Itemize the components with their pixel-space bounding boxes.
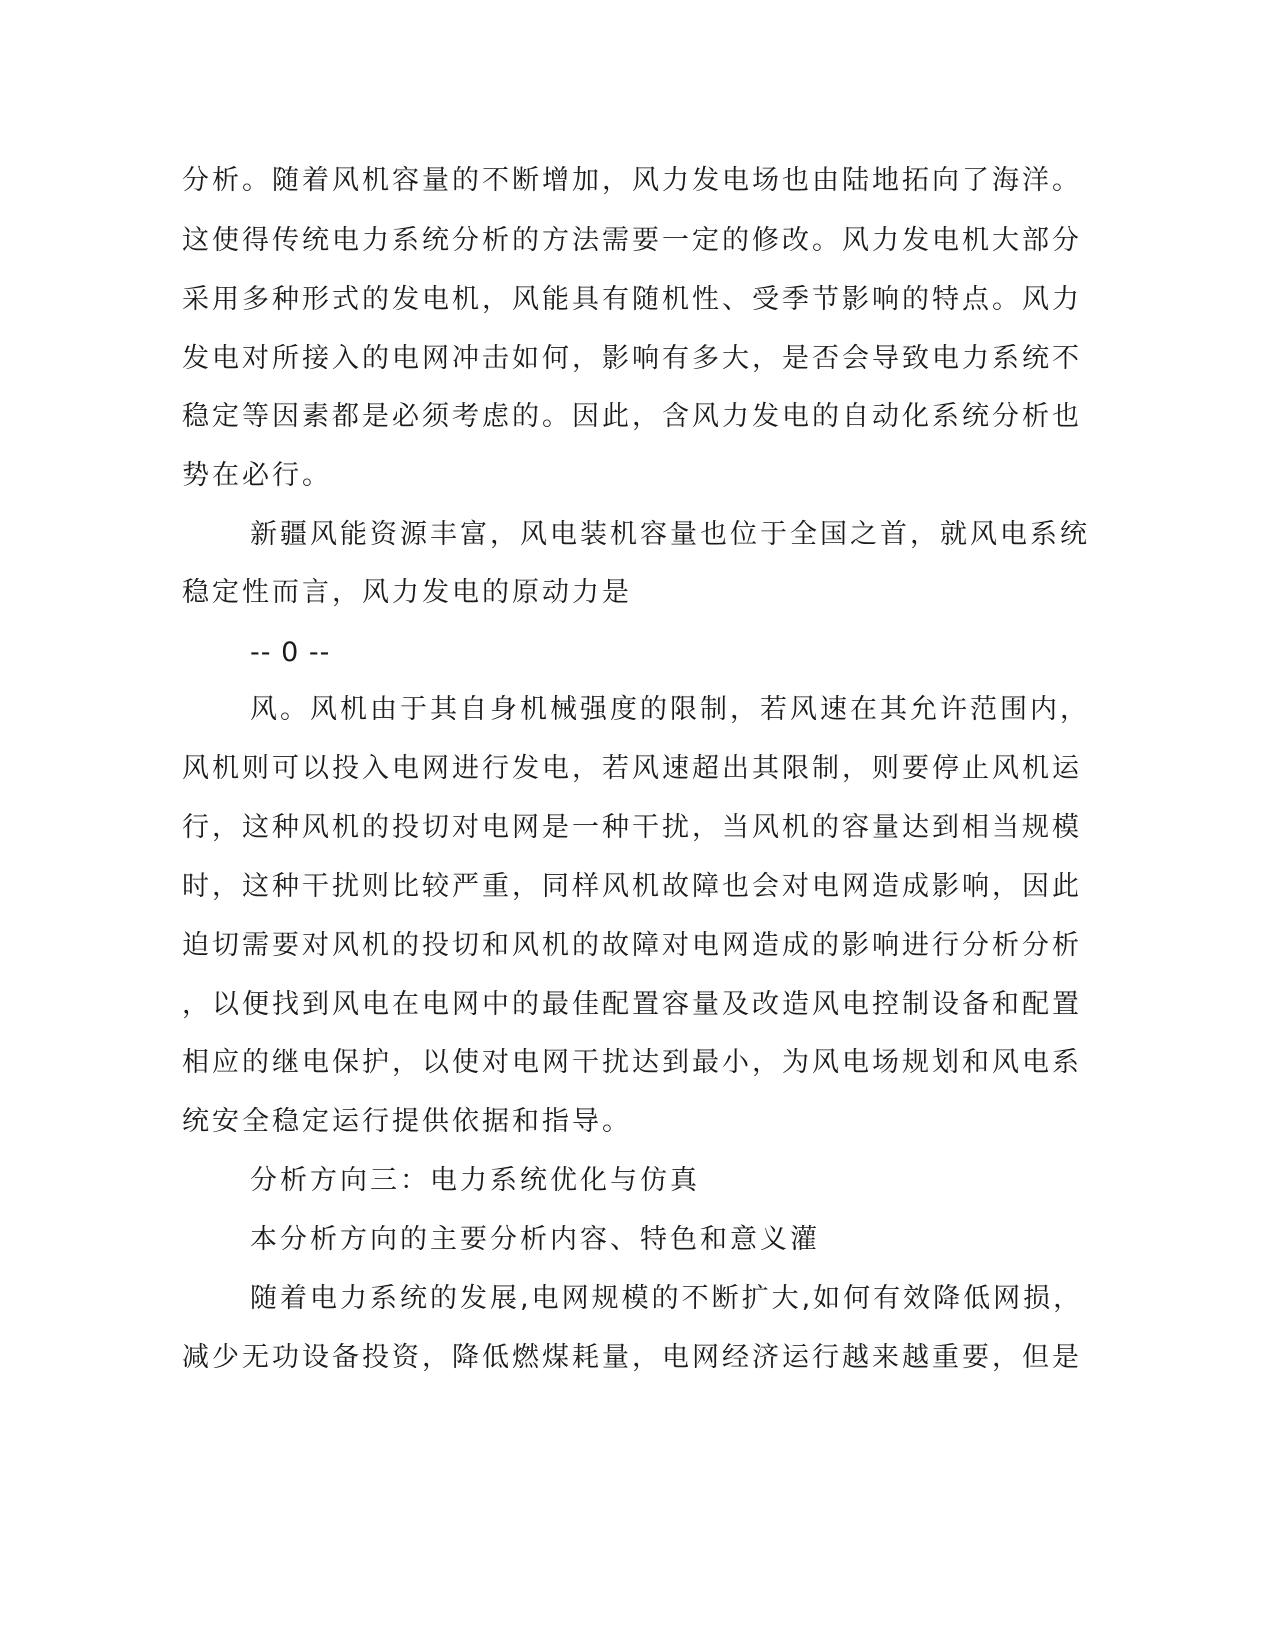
text-line: 稳定等因素都是必须考虑的。因此，含风力发电的自动化系统分析也 [182,401,1082,432]
text-line: 随着电力系统的发展,电网规模的不断扩大,如何有效降低网损， [250,1283,1084,1314]
text-line: 统安全稳定运行提供依据和指导。 [182,1106,632,1137]
text-line: 分析。随着风机容量的不断增加，风力发电场也由陆地拓向了海洋。 [182,165,1082,196]
text-line: 风机则可以投入电网进行发电，若风速超出其限制，则要停止风机运 [182,753,1082,784]
text-line: ，以便找到风电在电网中的最佳配置容量及改造风电控制设备和配置 [182,989,1082,1020]
text-line: 迫切需要对风机的投切和风机的故障对电网造成的影响进行分析分析 [182,930,1082,961]
text-line: 新疆风能资源丰富，风电装机容量也位于全国之首，就风电系统 [250,519,1090,550]
text-line: 发电对所接入的电网冲击如何，影响有多大，是否会导致电力系统不 [182,343,1082,374]
section-heading: 分析方向三：电力系统优化与仿真 [250,1165,700,1196]
text-line: 相应的继电保护，以使对电网干扰达到最小，为风电场规划和风电系 [182,1047,1082,1078]
text-line: 稳定性而言，风力发电的原动力是 [182,577,632,608]
text-line: 势在必行。 [182,460,332,491]
text-line: 这使得传统电力系统分析的方法需要一定的修改。风力发电机大部分 [182,225,1082,256]
page-number: -- 0 -- [250,637,331,668]
text-line: 行，这种风机的投切对电网是一种干扰，当风机的容量达到相当规模 [182,812,1082,843]
text-line: 采用多种形式的发电机，风能具有随机性、受季节影响的特点。风力 [182,284,1082,315]
text-line: 本分析方向的主要分析内容、特色和意义灌 [250,1224,820,1255]
text-line: 时，这种干扰则比较严重，同样风机故障也会对电网造成影响，因此 [182,871,1082,902]
text-line: 减少无功设备投资，降低燃煤耗量，电网经济运行越来越重要，但是 [182,1342,1082,1373]
text-line: 风。风机由于其自身机械强度的限制，若风速在其允许范围内， [250,694,1090,725]
